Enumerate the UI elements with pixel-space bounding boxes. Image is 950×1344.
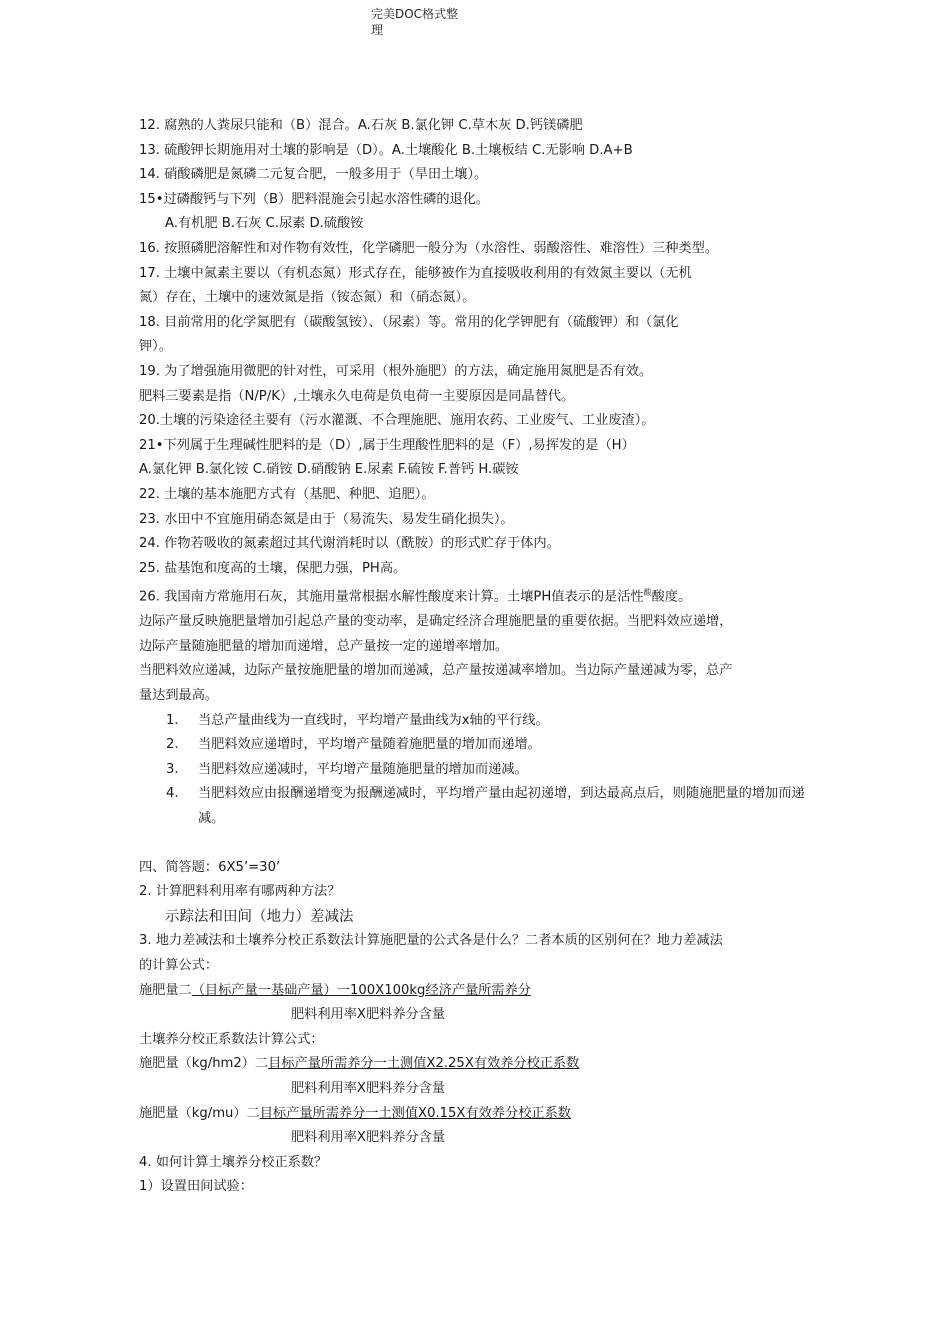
header-line-2: 理 xyxy=(371,23,384,37)
list-item-number: 2. xyxy=(166,737,179,753)
formula-2-numerator: 目标产量所需养分一土测值X2.25X有效养分校正系数 xyxy=(268,1056,580,1072)
section-4-question-4-step-1: 1）设置田间试验： xyxy=(139,1179,253,1195)
spacer xyxy=(139,832,829,856)
list-item-text: 当肥料效应递减时，平均增产量随施肥量的增加而递减。 xyxy=(198,761,528,777)
formula-2-prefix: 施肥量（kg/hm2）二 xyxy=(139,1056,269,1072)
formula-1-denominator: 肥料利用率X肥料养分含量 xyxy=(291,1007,446,1023)
question-18-line-2: 钾）。 xyxy=(139,339,172,355)
section-4-answer-2: 示踪法和田间（地力）差减法 xyxy=(165,908,354,925)
question-16: 16. 按照磷肥溶解性和对作物有效性，化学磷肥一般分为（水溶性、弱酸溶性、难溶性）三种类型。 xyxy=(139,240,719,256)
marginal-yield-line-2: 边际产量随施肥量的增加而递增，总产量按一定的递增率增加。 xyxy=(139,638,509,654)
question-25: 25. 盐基饱和度高的土壤，保肥力强，PH高。 xyxy=(139,560,407,576)
document-body xyxy=(139,114,829,1200)
question-19: 19. 为了增强施用微肥的针对性，可采用（根外施肥）的方法，确定施用氮肥是否有效。 xyxy=(139,363,653,379)
list-item-number: 3. xyxy=(166,761,179,777)
section-4-question-3-line-2: 的计算公式： xyxy=(139,957,219,973)
formula-1-numerator: （目标产量一基础产量）一100X100kg经济产量所需养分 xyxy=(191,982,531,998)
formula-1-prefix: 施肥量二 xyxy=(139,982,192,998)
fertilizer-elements-note: 肥料三要素是指（N/P/K）,土壤永久电荷是负电荷一主要原因是同晶替代。 xyxy=(139,388,575,404)
question-26-end: 酸度。 xyxy=(651,589,692,605)
formula-3-denominator: 肥料利用率X肥料养分含量 xyxy=(291,1130,446,1146)
page-header xyxy=(371,6,491,38)
list-item-number: 4. xyxy=(166,786,179,802)
question-15-options: A.有机肥 B.石灰 C.尿素 D.硫酸铵 xyxy=(165,216,364,232)
marginal-yield-line-4: 量达到最高。 xyxy=(139,688,219,704)
section-4-question-4: 4. 如何计算土壤养分校正系数？ xyxy=(139,1154,328,1170)
list-item xyxy=(139,709,829,734)
question-20: 20.土壤的污染途径主要有（污水灌溉、不合理施肥、施用农药、工业废气、工业废渣）。 xyxy=(139,413,655,429)
question-13: 13. 硫酸钾长期施用对土壤的影响是（D）。A.土壤酸化 B.土壤板结 C.无影响 D.A+B xyxy=(139,142,633,158)
question-17-line-2: 氮）存在，土壤中的速效氮是指（铵态氮）和（硝态氮）。 xyxy=(139,290,476,306)
question-26-superscript: 酸 xyxy=(643,588,652,598)
soil-method-title: 土壤养分校正系数法计算公式： xyxy=(139,1031,324,1047)
list-item xyxy=(139,758,829,783)
question-21: 21•下列属于生理碱性肥料的是（D）,属于生理酸性肥料的是（F）,易挥发的是（H） xyxy=(139,437,635,453)
formula-3-numerator: 目标产量所需养分一土测值X0.15X有效养分校正系数 xyxy=(259,1105,571,1121)
question-26-text: 26. 我国南方常施用石灰，其施用量常根据水解性酸度来计算。土壤PH值表示的是活性 xyxy=(139,589,644,605)
marginal-yield-line-3: 当肥料效应递减，边际产量按施肥量的增加而递减，总产量按递减率增加。当边际产量递减为零，总产 xyxy=(139,663,733,679)
question-14: 14. 硝酸磷肥是氮磷二元复合肥，一般多用于（旱田土壤）。 xyxy=(139,167,488,183)
list-item-number: 1. xyxy=(166,712,179,728)
section-4-question-3-line-1: 3. 地力差减法和土壤养分校正系数法计算施肥量的公式各是什么？二者本质的区别何在？地力差减法 xyxy=(139,933,723,949)
list-item xyxy=(139,733,829,758)
question-15: 15•过磷酸钙与下列（B）肥料混施会引起水溶性磷的退化。 xyxy=(139,191,490,207)
list-item-text: 当肥料效应由报酬递增变为报酬递减时，平均增产量由起初递增，到达最高点后，则随施肥量的增加而递减。 xyxy=(198,786,805,827)
question-26 xyxy=(139,581,829,610)
formula-2-denominator: 肥料利用率X肥料养分含量 xyxy=(291,1080,446,1096)
question-18-line-1: 18. 目前常用的化学氮肥有（碳酸氢铵）、（尿素）等。常用的化学钾肥有（硫酸钾）和（氯化 xyxy=(139,314,679,330)
question-21-options: A.氯化钾 B.氯化铵 C.硝铵 D.硝酸钠 E.尿素 F.硫铵 F.普钙 H.碳铵 xyxy=(139,462,519,478)
question-22: 22. 土壤的基本施肥方式有（基肥、种肥、追肥）。 xyxy=(139,486,435,502)
list-item xyxy=(139,782,829,831)
header-line-1: 完美DOC格式整 xyxy=(371,7,459,21)
list-item-text: 当肥料效应递增时，平均增产量随着施肥量的增加而递增。 xyxy=(198,737,541,753)
numbered-list xyxy=(139,709,829,832)
list-item-text: 当总产量曲线为一直线时，平均增产量曲线为x轴的平行线。 xyxy=(198,712,549,728)
formula-3-numerator-line xyxy=(139,1102,829,1127)
section-4-question-2: 2. 计算肥料利用率有哪两种方法？ xyxy=(139,884,341,900)
question-12: 12. 腐熟的人粪尿只能和（B）混合。A.石灰 B.氯化钾 C.草木灰 D.钙镁磷肥 xyxy=(139,118,583,133)
question-24: 24. 作物若吸收的氮素超过其代谢消耗时以（酰胺）的形式贮存于体内。 xyxy=(139,536,560,552)
section-4-title: 四、简答题：6X5’=30’ xyxy=(139,859,281,875)
formula-3-prefix: 施肥量（kg/mu）二 xyxy=(139,1105,260,1121)
question-17-line-1: 17. 土壤中氮素主要以（有机态氮）形式存在，能够被作为直接吸收利用的有效氮主要以（无机 xyxy=(139,265,692,281)
marginal-yield-line-1: 边际产量反映施肥量增加引起总产量的变动率，是确定经济合理施肥量的重要依据。当肥料效应递增， xyxy=(139,614,733,630)
formula-1-numerator-line xyxy=(139,979,829,1004)
formula-2-numerator-line xyxy=(139,1052,829,1077)
question-23: 23. 水田中不宜施用硝态氮是由于（易流失、易发生硝化损失）。 xyxy=(139,511,514,527)
